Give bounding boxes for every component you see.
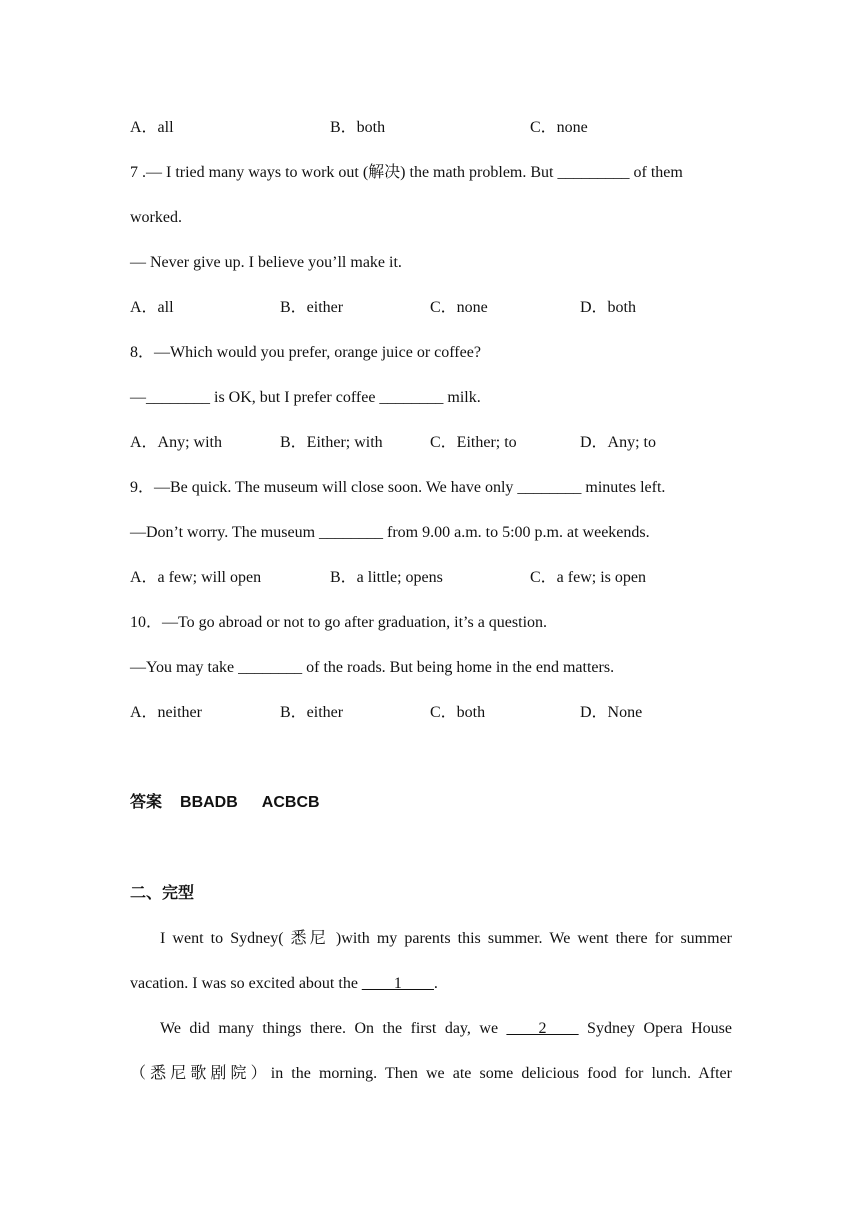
section2-heading: 二、完型 <box>130 885 195 902</box>
q10-stem-line1: 10．—To go abroad or not to go after graduation, it’s a question. <box>130 614 548 631</box>
passage-p1-text3: . <box>433 975 438 992</box>
q10-stem-line2: —You may take ________ of the roads. But being home in the end matters. <box>130 659 615 676</box>
q8-option-b: B．Either; with <box>280 434 383 451</box>
q7-options <box>130 298 750 318</box>
q6-option-a: A．all <box>130 119 174 136</box>
passage-p1-text1: I went to Sydney( 悉尼 )with my parents this summer. We went there for summer <box>160 930 732 947</box>
q8-option-d: D．Any; to <box>580 434 657 451</box>
q7-stem-line1: 7 .— I tried many ways to work out (解决) the math problem. But _________ of them <box>130 164 683 181</box>
answer-label: 答案 <box>130 794 163 811</box>
q6-options <box>130 118 750 138</box>
answer-part2: ACBCB <box>261 794 320 811</box>
passage-p2-text1: We did many things there. On the first day, we <box>160 1020 507 1037</box>
q9-option-a: A．a few; will open <box>130 569 262 586</box>
q10-option-c: C．both <box>430 704 486 721</box>
q9-option-c: C．a few; is open <box>530 569 646 586</box>
q7-option-d: D．both <box>580 299 637 316</box>
passage-p1-line2 <box>130 974 438 994</box>
q10-options <box>130 703 750 723</box>
q9-stem-line1: 9．—Be quick. The museum will close soon. We have only ________ minutes left. <box>130 479 666 496</box>
q8-option-a: A．Any; with <box>130 434 223 451</box>
q8-options <box>130 433 750 453</box>
q10-option-a: A．neither <box>130 704 202 721</box>
blank-1: ____1____ <box>361 975 434 992</box>
passage-p2-line1 <box>130 1019 732 1039</box>
passage-p2-text2: Sydney Opera House <box>578 1020 732 1037</box>
q7-reply: — Never give up. I believe you’ll make it. <box>130 254 402 271</box>
q10-option-d: D．None <box>580 704 643 721</box>
q9-stem-line2: —Don’t worry. The museum ________ from 9.00 a.m. to 5:00 p.m. at weekends. <box>130 524 650 541</box>
q7-option-c: C．none <box>430 299 488 316</box>
q7-option-b: B．either <box>280 299 344 316</box>
answer-key <box>130 793 320 813</box>
answer-part1: BBADB <box>180 794 238 811</box>
q8-stem-line1: 8．—Which would you prefer, orange juice or coffee? <box>130 344 481 361</box>
q6-option-b: B．both <box>330 119 386 136</box>
q10-option-b: B．either <box>280 704 344 721</box>
blank-2: ____2____ <box>506 1020 579 1037</box>
q9-option-b: B．a little; opens <box>330 569 443 586</box>
q7-stem-line2: worked. <box>130 209 182 226</box>
q9-options <box>130 568 750 588</box>
passage-p2-line2: （悉尼歌剧院）in the morning. Then we ate some delicious food for lunch. After <box>130 1065 732 1082</box>
q8-stem-line2: —________ is OK, but I prefer coffee ________ milk. <box>130 389 481 406</box>
passage-p1-text2: vacation. I was so excited about the <box>130 975 362 992</box>
q6-option-c: C．none <box>530 119 588 136</box>
q7-option-a: A．all <box>130 299 174 316</box>
q8-option-c: C．Either; to <box>430 434 517 451</box>
passage-p1-line1 <box>130 929 732 949</box>
